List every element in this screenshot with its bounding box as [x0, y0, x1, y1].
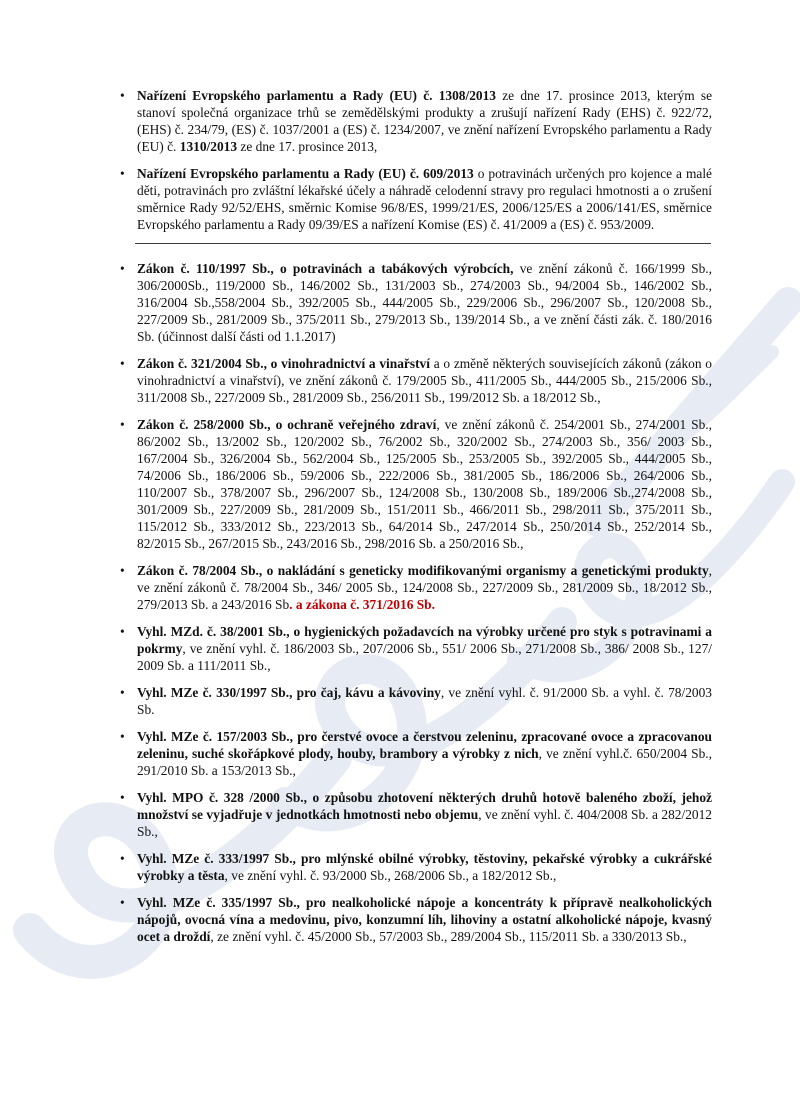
- list-item: [118, 850, 712, 884]
- list-item-text: Zákon č. 110/1997 Sb., o potravinách a tabákových výrobcích, ve znění zákonů č. 166/1999 Sb., 306/2000Sb., 119/2000 Sb., 146/2002 Sb., 131/2003 Sb., 274/2003 Sb., 94/2004 Sb., 146/2002 Sb., 316/2004 Sb.,558/2004 Sb., 392/2005 Sb., 444/2005 Sb., 229/2006 Sb., 296/2007 Sb., 120/2008 Sb., 227/2009 Sb., 281/2009 Sb., 375/2011 Sb., 279/2013 Sb., 139/2014 Sb., a ve znění části zák. č. 180/2016 Sb. (účinnost další části od 1.1.2017): [137, 261, 712, 344]
- list-item: [118, 894, 712, 945]
- document-content: [118, 87, 712, 955]
- bullet-icon: •: [120, 685, 125, 700]
- bullet-icon: •: [120, 88, 125, 103]
- list-item-text: Vyhl. MZd. č. 38/2001 Sb., o hygienických požadavcích na výrobky určené pro styk s potravinami a pokrmy, ve znění vyhl. č. 186/2003 Sb., 207/2006 Sb., 551/ 2006 Sb., 271/2008 Sb., 386/ 2008 Sb., 127/ 2009 Sb. a 111/2011 Sb.,: [137, 624, 712, 673]
- list-item: [118, 684, 712, 718]
- list-item-text: Zákon č. 258/2000 Sb., o ochraně veřejného zdraví, ve znění zákonů č. 254/2001 Sb., 274/2001 Sb., 86/2002 Sb., 13/2002 Sb., 120/2002 Sb., 76/2002 Sb., 320/2002 Sb., 274/2003 Sb., 356/ 2003 Sb., 167/2004 Sb., 326/2004 Sb., 562/2004 Sb., 125/2005 Sb., 253/2005 Sb., 392/2005 Sb., 444/2005 Sb., 74/2006 Sb., 186/2006 Sb., 59/2006 Sb., 222/2006 Sb., 381/2005 Sb., 186/2006 Sb., 264/2006 Sb., 110/2007 Sb., 378/2007 Sb., 296/2007 Sb., 124/2008 Sb., 130/2008 Sb., 189/2006 Sb.,274/2008 Sb., 301/2009 Sb., 227/2009 Sb., 281/2009 Sb., 151/2011 Sb., 466/2011 Sb., 298/2011 Sb., 375/2011 Sb., 115/2012 Sb., 333/2012 Sb., 223/2013 Sb., 64/2014 Sb., 247/2014 Sb., 250/2014 Sb., 252/2014 Sb., 82/2015 Sb., 267/2015 Sb., 243/2016 Sb., 298/2016 Sb. a 250/2016 Sb.,: [137, 417, 712, 551]
- list-item: [118, 728, 712, 779]
- list-item: [118, 260, 712, 345]
- list-item-text: Vyhl. MPO č. 328 /2000 Sb., o způsobu zhotovení některých druhů hotově baleného zboží, jehož množství se vyjadřuje v jednotkách hmotnosti nebo objemu, ve znění vyhl. č. 404/2008 Sb. a 282/2012 Sb.,: [137, 790, 712, 839]
- national-laws-list: [118, 260, 712, 945]
- list-item-text: Vyhl. MZe č. 335/1997 Sb., pro nealkoholické nápoje a koncentráty k přípravě nealkoholických nápojů, ovocná vína a medovinu, pivo, konzumní líh, lihoviny a ostatní alkoholické nápoje, kvasný ocet a droždí, ze znění vyhl. č. 45/2000 Sb., 57/2003 Sb., 289/2004 Sb., 115/2011 Sb. a 330/2013 Sb.,: [137, 895, 712, 944]
- list-item: [118, 623, 712, 674]
- list-item: [118, 165, 712, 233]
- eu-regulations-list: [118, 87, 712, 233]
- bullet-icon: •: [120, 563, 125, 578]
- list-item-text: Zákon č. 78/2004 Sb., o nakládání s geneticky modifikovanými organismy a genetickými produkty, ve znění zákonů č. 78/2004 Sb., 346/ 2005 Sb., 124/2008 Sb., 227/2009 Sb., 281/2009 Sb., 18/2012 Sb., 279/2013 Sb. a 243/2016 Sb. a zákona č. 371/2016 Sb.: [137, 563, 712, 612]
- list-item: [118, 562, 712, 613]
- list-item: [118, 416, 712, 552]
- bullet-icon: •: [120, 166, 125, 181]
- bullet-icon: •: [120, 261, 125, 276]
- bullet-icon: •: [120, 624, 125, 639]
- bullet-icon: •: [120, 851, 125, 866]
- list-item-text: Zákon č. 321/2004 Sb., o vinohradnictví a vinařství a o změně některých souvisejících zákonů (zákon o vinohradnictví a vinařství), ve znění zákonů č. 179/2005 Sb., 411/2005 Sb., 444/2005 Sb., 215/2006 Sb., 311/2008 Sb., 227/2009 Sb., 281/2009 Sb., 256/2011 Sb., 199/2012 Sb. a 18/2012 Sb.,: [137, 356, 712, 405]
- bullet-icon: •: [120, 895, 125, 910]
- list-item: [118, 789, 712, 840]
- list-item: [118, 355, 712, 406]
- section-divider: [135, 243, 711, 244]
- list-item-text: Vyhl. MZe č. 330/1997 Sb., pro čaj, kávu a kávoviny, ve znění vyhl. č. 91/2000 Sb. a vyhl. č. 78/2003 Sb.: [137, 685, 712, 717]
- list-item-text: Nařízení Evropského parlamentu a Rady (EU) č. 609/2013 o potravinách určených pro kojence a malé děti, potravinách pro zvláštní lékařské účely a náhradě celodenní stravy pro regulaci hmotnosti a o zrušení směrnice Rady 92/52/EHS, směrnic Komise 96/8/ES, 1999/21/ES, 2006/125/ES a 2006/141/ES, směrnice Evropského parlamentu a Rady 09/39/ES a nařízení Komise (ES) č. 41/2009 a (ES) č. 953/2009.: [137, 166, 712, 232]
- list-item: [118, 87, 712, 155]
- list-item-text: Nařízení Evropského parlamentu a Rady (EU) č. 1308/2013 ze dne 17. prosince 2013, kterým se stanoví společná organizace trhů se zemědělskými produkty a zrušují nařízení Rady (EHS) č. 922/72, (EHS) č. 234/79, (ES) č. 1037/2001 a (ES) č. 1234/2007, ve znění nařízení Evropského parlamentu a Rady (EU) č. 1310/2013 ze dne 17. prosince 2013,: [137, 88, 713, 154]
- list-item-text: Vyhl. MZe č. 333/1997 Sb., pro mlýnské obilné výrobky, těstoviny, pekařské výrobky a cukrářské výrobky a těsta, ve znění vyhl. č. 93/2000 Sb., 268/2006 Sb., a 182/2012 Sb.,: [137, 851, 712, 883]
- bullet-icon: •: [120, 729, 125, 744]
- bullet-icon: •: [120, 417, 125, 432]
- bullet-icon: •: [120, 356, 125, 371]
- list-item-text: Vyhl. MZe č. 157/2003 Sb., pro čerstvé ovoce a čerstvou zeleninu, zpracované ovoce a zpracovanou zeleninu, suché skořápkové plody, houby, brambory a výrobky z nich, ve znění vyhl.č. 650/2004 Sb., 291/2010 Sb. a 153/2013 Sb.,: [137, 729, 713, 778]
- bullet-icon: •: [120, 790, 125, 805]
